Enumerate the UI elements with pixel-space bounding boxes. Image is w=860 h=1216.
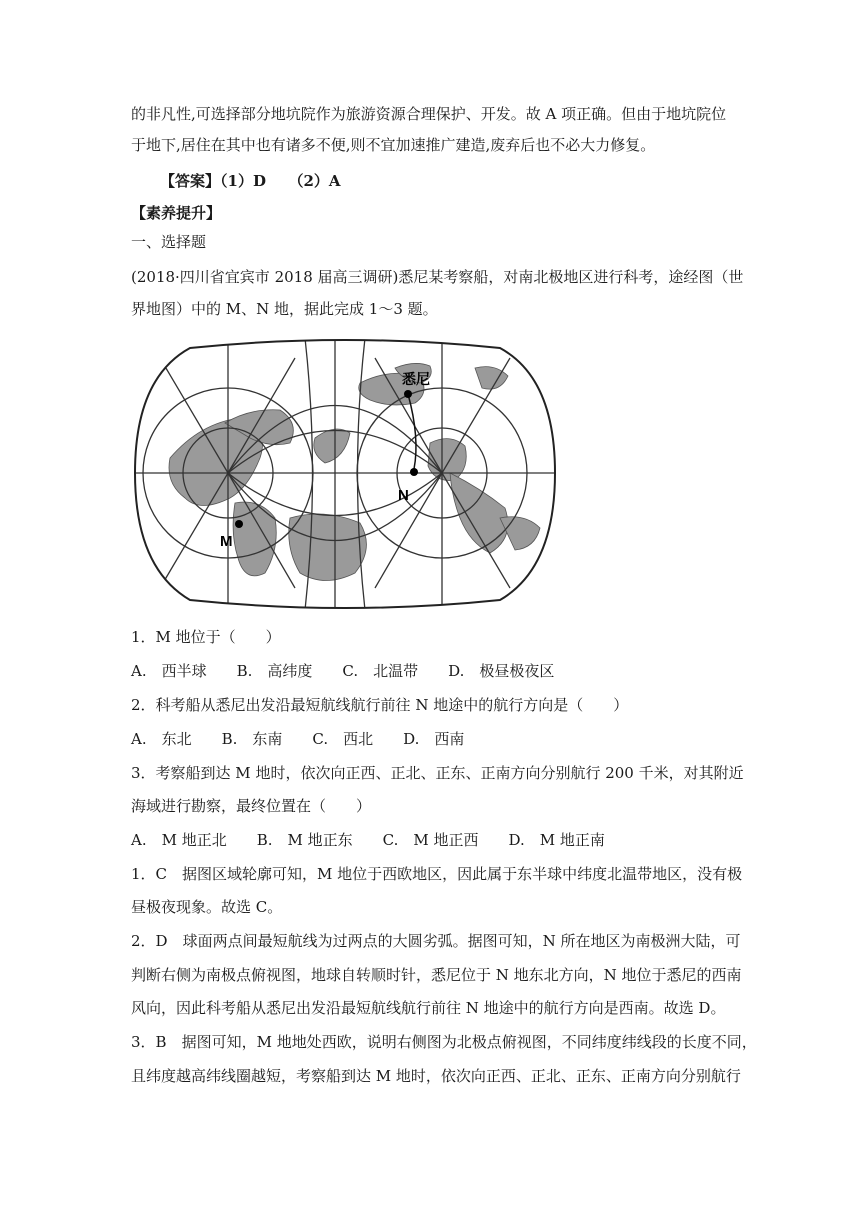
problem-intro-line-1: (2018·四川省宜宾市 2018 届高三调研)悉尼某考察船，对南北极地区进行科考，途经图（世 [131,268,744,286]
m-marker [235,520,243,528]
explanation-1-line-2: 昼极夜现象。故选 C。 [131,898,283,916]
explanation-3-line-2: 且纬度越高纬线圈越短，考察船到达 M 地时，依次向正西、正北、正东、正南方向分别航行 [131,1067,741,1085]
n-label: N [398,487,409,504]
question-1-options: A. 西半球 B. 高纬度 C. 北温带 D. 极昼极夜区 [131,662,555,680]
n-marker [410,468,418,476]
m-label: M [220,533,233,550]
question-2-stem: 2．科考船从悉尼出发沿最短航线航行前往 N 地途中的航行方向是（ ） [131,696,629,714]
question-1-stem: 1．M 地位于（ ） [131,628,281,646]
intro-line-1: 的非凡性,可选择部分地坑院作为旅游资源合理保护、开发。故 A 项正确。但由于地坑院位 [131,105,727,123]
explanation-1-line-1: 1．C 据图区域轮廓可知，M 地位于西欧地区，因此属于东半球中纬度北温带地区，没有极 [131,865,743,883]
explanation-3-line-1: 3．B 据图可知，M 地地处西欧，说明右侧图为北极点俯视图，不同纬度纬线段的长度不同， [131,1033,757,1051]
intro-line-2: 于地下,居住在其中也有诸多不便,则不宜加速推广建造,废弃后也不必大力修复。 [131,136,656,154]
question-3-stem-line-2: 海域进行勘察，最终位置在（ ） [131,797,372,815]
section-title: 【素养提升】 [131,204,222,222]
explanation-2-line-1: 2．D 球面两点间最短航线为过两点的大圆劣弧。据图可知，N 所在地区为南极洲大陆，可 [131,932,741,950]
world-map-figure [130,338,560,610]
problem-intro-line-2: 界地图）中的 M、N 地，据此完成 1～3 题。 [131,300,438,318]
question-2-options: A. 东北 B. 东南 C. 西北 D. 西南 [131,730,465,748]
subsection-title: 一、选择题 [131,233,207,251]
answer-line: 【答案】（1）D （2）A [160,172,341,190]
explanation-2-line-3: 风向，因此科考船从悉尼出发沿最短航线航行前往 N 地途中的航行方向是西南。故选 D。 [131,999,726,1017]
question-3-options: A. M 地正北 B. M 地正东 C. M 地正西 D. M 地正南 [131,831,605,849]
sydney-label: 悉尼 [402,371,430,387]
sydney-marker [404,390,412,398]
explanation-2-line-2: 判断右侧为南极点俯视图，地球自转顺时针，悉尼位于 N 地东北方向，N 地位于悉尼的西南 [131,966,742,984]
map-body [130,338,560,610]
question-3-stem-line-1: 3．考察船到达 M 地时，依次向正西、正北、正东、正南方向分别航行 200 千米，对其附近 [131,764,744,782]
